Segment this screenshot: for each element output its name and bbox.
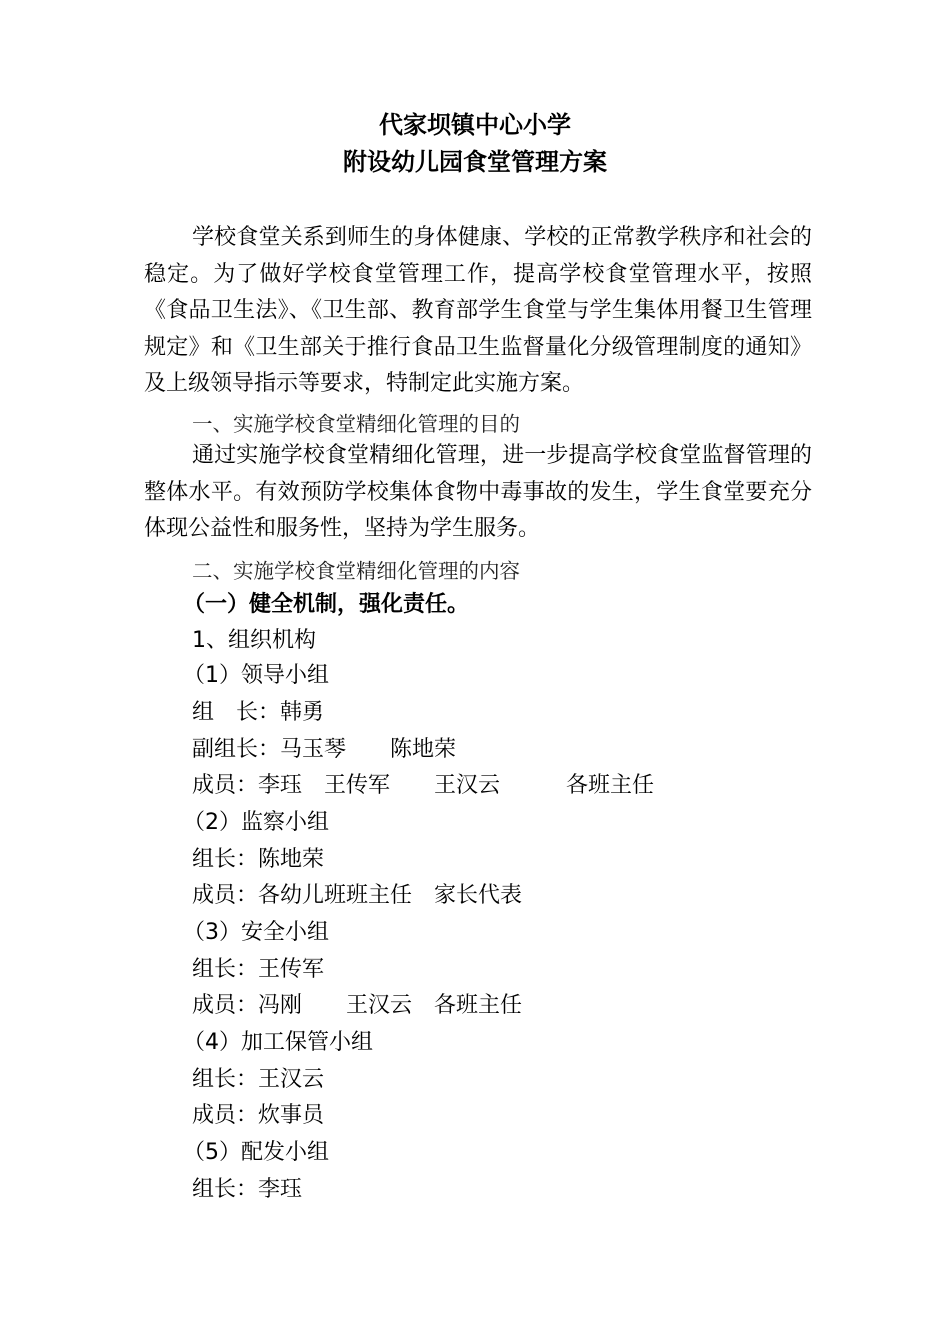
section1-paragraph: 通过实施学校食堂精细化管理，进一步提高学校食堂监督管理的整体水平。有效预防学校集体食物中毒事故的发生，学生食堂要充分体现公益性和服务性，坚持为学生服务。 xyxy=(144,443,812,541)
section2-heading: 二、实施学校食堂精细化管理的内容 xyxy=(192,559,520,583)
group-heading-leadership: （1）领导小组 xyxy=(183,663,329,688)
section1-heading: 一、实施学校食堂精细化管理的目的 xyxy=(192,412,520,436)
group-heading-supervision: （2）监察小组 xyxy=(183,810,329,835)
list-item: 组长：王传军 xyxy=(192,957,325,982)
list-item: 成员：李珏 王传军 王汉云 各班主任 xyxy=(192,773,655,798)
document-title-line1: 代家坝镇中心小学 xyxy=(379,111,571,139)
list-item: 组长：李珏 xyxy=(192,1177,303,1202)
list-item: 组 长：韩勇 xyxy=(192,700,325,725)
group-heading-processing: （4）加工保管小组 xyxy=(183,1030,373,1055)
intro-paragraph: 学校食堂关系到师生的身体健康、学校的正常教学秩序和社会的稳定。为了做好学校食堂管理工作，提高学校食堂管理水平，按照《食品卫生法》、《卫生部、教育部学生食堂与学生集体用餐卫生管理规定》和《卫生部关于推行食品卫生监督量化分级管理制度的通知》及上级领导指示等要求，特制定此实施方案。 xyxy=(144,225,812,396)
group-heading-distribution: （5）配发小组 xyxy=(183,1140,329,1165)
list-item: 成员：炊事员 xyxy=(192,1103,325,1128)
org-heading: 1、组织机构 xyxy=(192,628,316,653)
list-item: 成员：冯刚 王汉云 各班主任 xyxy=(192,993,523,1018)
list-item: 组长：王汉云 xyxy=(192,1067,325,1092)
list-item: 组长：陈地荣 xyxy=(192,847,325,872)
list-item: 成员：各幼儿班班主任 家长代表 xyxy=(192,883,523,908)
list-item: 副组长：马玉琴 陈地荣 xyxy=(192,737,457,762)
group-heading-safety: （3）安全小组 xyxy=(183,920,329,945)
document-title-line2: 附设幼儿园食堂管理方案 xyxy=(343,148,607,176)
subsection1-heading: （一）健全机制，强化责任。 xyxy=(183,592,470,617)
